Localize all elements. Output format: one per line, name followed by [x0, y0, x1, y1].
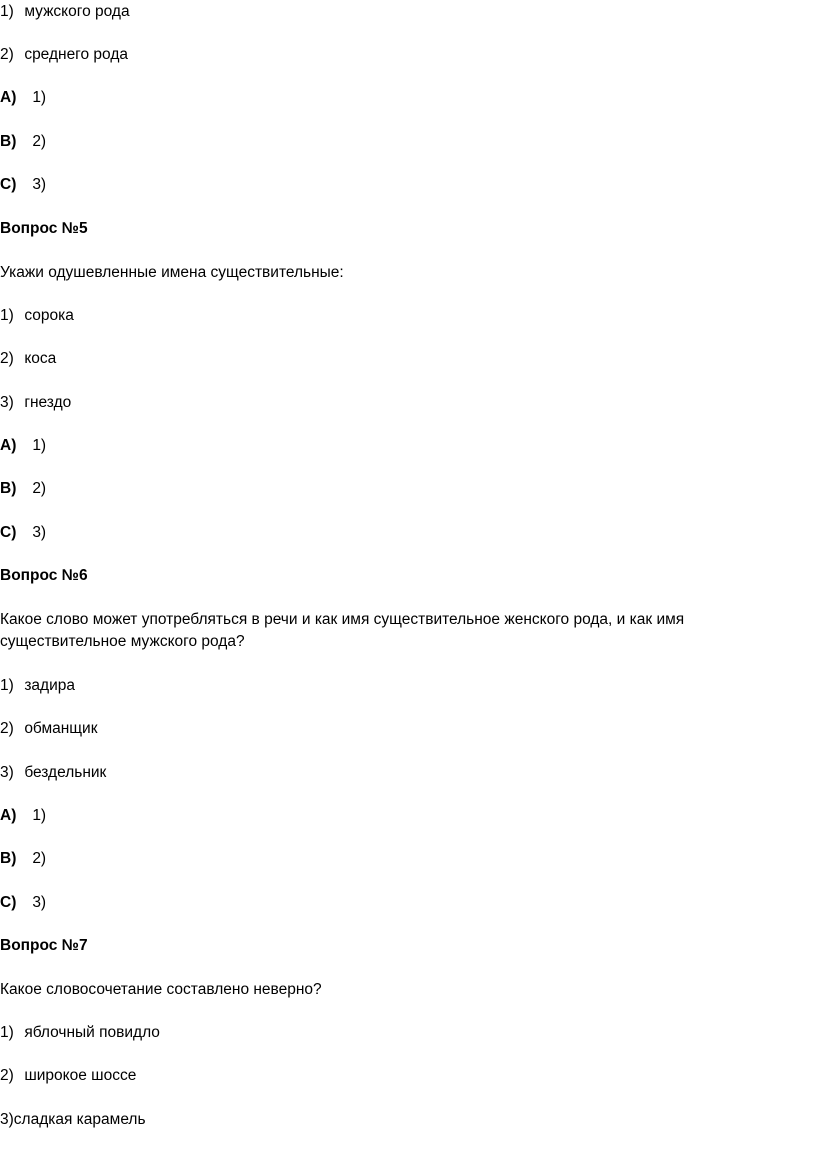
answer-letter: A)	[0, 437, 17, 454]
answer-letter: B)	[0, 480, 17, 497]
option-number: 1)	[0, 307, 14, 324]
answer-letter: A)	[0, 807, 17, 824]
option-number: 3)	[0, 394, 14, 411]
option-number: 2)	[0, 350, 14, 367]
option-text: бездельник	[24, 764, 107, 781]
answer-letter: C)	[0, 524, 17, 541]
answer-value: 1)	[32, 437, 47, 454]
option-text: среднего рода	[24, 46, 128, 63]
question-text: Какое слово может употребляться в речи и как имя существительное женского рода, и как имя существительное мужского рода?	[0, 611, 685, 650]
option-item	[0, 675, 75, 697]
option-text: обманщик	[24, 720, 98, 737]
answer-value: 3)	[32, 524, 47, 541]
answer-item	[0, 848, 46, 870]
option-text: коса	[24, 350, 57, 367]
option-item	[0, 1065, 136, 1087]
answer-letter: A)	[0, 89, 17, 106]
option-text: широкое шоссе	[24, 1067, 137, 1084]
question-title: Вопрос №7	[0, 937, 88, 954]
option-item: 3)сладкая карамель	[0, 1111, 146, 1128]
option-item	[0, 44, 128, 66]
answer-item	[0, 435, 46, 457]
answer-item	[0, 892, 46, 914]
answer-letter: C)	[0, 176, 17, 193]
question-title: Вопрос №6	[0, 567, 88, 584]
answer-value: 1)	[32, 807, 47, 824]
option-text: яблочный повидло	[24, 1024, 160, 1041]
option-number: 2)	[0, 46, 14, 63]
answer-value: 3)	[32, 176, 47, 193]
option-text: сорока	[24, 307, 74, 324]
answer-item	[0, 174, 46, 196]
option-item	[0, 392, 71, 414]
answer-value: 3)	[32, 894, 47, 911]
option-number: 1)	[0, 3, 14, 20]
answer-item	[0, 87, 46, 109]
option-item	[0, 305, 74, 327]
option-item	[0, 1022, 160, 1044]
answer-item	[0, 131, 46, 153]
answer-value: 2)	[32, 850, 47, 867]
option-number: 2)	[0, 1067, 14, 1084]
answer-value: 2)	[32, 480, 47, 497]
option-item	[0, 762, 106, 784]
option-number: 3)	[0, 764, 14, 781]
answer-value: 1)	[32, 89, 47, 106]
option-number: 1)	[0, 677, 14, 694]
answer-item	[0, 805, 46, 827]
question-title: Вопрос №5	[0, 220, 88, 237]
question-text: Какое словосочетание составлено неверно?	[0, 981, 322, 998]
answer-value: 2)	[32, 133, 47, 150]
option-text: мужского рода	[24, 3, 130, 20]
option-item	[0, 718, 98, 740]
option-number: 2)	[0, 720, 14, 737]
option-number: 1)	[0, 1024, 14, 1041]
answer-item	[0, 478, 46, 500]
option-text: гнездо	[24, 394, 72, 411]
option-item	[0, 1, 130, 23]
answer-letter: B)	[0, 133, 17, 150]
answer-letter: B)	[0, 850, 17, 867]
question-text: Укажи одушевленные имена существительные:	[0, 264, 344, 281]
answer-item	[0, 522, 46, 544]
option-item	[0, 348, 56, 370]
option-text: задира	[24, 677, 75, 694]
answer-letter: C)	[0, 894, 17, 911]
